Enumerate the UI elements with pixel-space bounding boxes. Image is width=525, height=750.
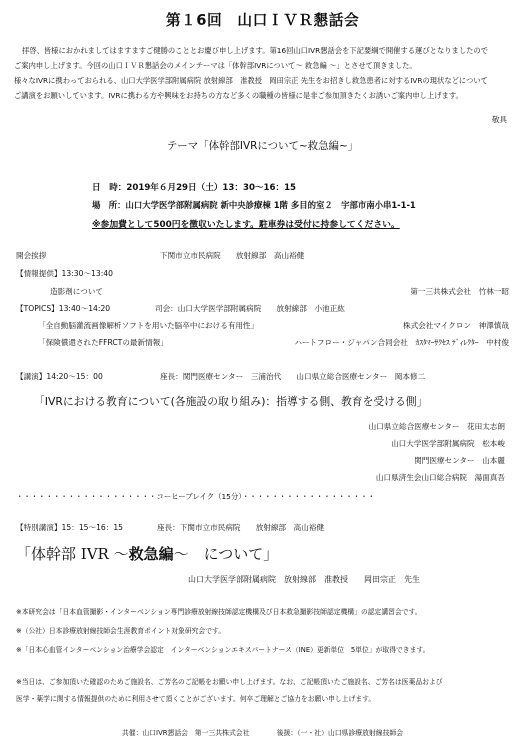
info-header: 【情報提供】13:30～13:40 [16,269,113,278]
greeting-line-4: ご講演をお願いしています。IVRに携わる方や興味をお持ちの方など多くの職種の皆様に是非ご参加頂きたくお誘いご案内申し上げます。 [14,91,463,100]
speaker-2: 山口大学医学部附属病院 松本峻 [391,439,505,448]
event-date: 日 時：2019年６月29日（土）13：30～16：15 [92,183,297,193]
note-2: ※（公社）日本診療放射線技師会生涯教育ポイント対象研究会です。 [16,627,226,635]
privacy-line-2: 医学・薬学に関する情報提供のために利用させて頂くことがございます。何卒ご理解とご協力をお願い申し上げます。 [16,695,376,703]
topic1-title: 「全自動脳灌流画像解析ソフトを用いた脳卒中における有用性」 [38,321,259,330]
theme-heading: テーマ「体幹部IVRについて~救急編~」 [166,140,359,152]
coffee-break: ・・・・・・・・・・・・・・・・・・・コーヒーブレイク（15分）・・・・・・・・・・・・・・・・・・ [16,492,375,501]
special-header: 【特別講演】15：15～16：15 [16,523,123,532]
fee-notice: ※参加費として500円を徴収いたします。駐車券は受付に持参してください。 [92,220,400,230]
special-title-part-3: ～ について」 [173,545,279,563]
footer-sponsors: 共催：山口IVR懇話会 第一三共株式会社 後援：（一・社）山口県診療放射線技師会 [121,729,404,737]
greeting-line-1: 拝啓、皆様におかれましてはますますご健勝のこととお慶び申し上げます。第16回山口IVR懇話会を下記要綱で開催する運びとなりましたので [22,46,489,55]
speaker-1: 山口県立総合医療センター 花田太志朗 [368,422,505,431]
speaker-4: 山口県済生会山口総合病院 湯面真吾 [375,473,505,482]
opening-label: 開会挨拶 [16,251,47,260]
info-title: 造影剤について [50,287,104,296]
event-place: 場 所：山口大学医学部附属病院 新中央診療棟 1階 多目的室２ 宇部市南小串1-1-1 [92,200,416,210]
special-title-part-1: 「体幹部 IVR ～ [16,545,129,563]
special-title-part-2: 救急編 [128,545,174,563]
topic2-company: ハートフロー・ジャパン合同会社 ｶｽﾀﾏｰｻｸｾｽ ﾃﾞｨﾚｸﾀｰ 中村俊 [294,338,509,347]
topics-chair: 司会：山口大学医学部附属病院 放射線部 小池正紘 [155,304,345,313]
lecture-header: 【講演】14:20～15：00 [16,372,103,381]
lecture-title: 「IVRにおける教育について(各施設の取り組み)：指導する側、教育を受ける側」 [34,395,428,408]
info-company: 第一三共株式会社 竹林一昭 [410,287,509,296]
page-title: 第１6回 山口ＩＶＲ懇話会 [165,12,360,29]
greeting-line-3: 様々なIVRに携わっておられる、山口大学医学部附属病院 放射線部 准教授 岡田宗正 先生をお招きし救急患者に対するIVRの現状などについて [14,76,488,85]
topics-header: 【TOPICS】13:40～14:20 [16,304,111,313]
opening-person: 下関市立市民病院 放射線部 高山裕健 [160,251,305,260]
closing-text: 敬具 [491,115,507,124]
topic2-title: 「保険償還されたFFRCTの最新情報」 [38,338,168,347]
topic1-company: 株式会社マイクロン 神澤慎哉 [402,321,509,330]
special-speaker: 山口大学医学部附属病院 放射線部 准教授 岡田宗正 先生 [188,575,420,584]
note-1: ※本研究会は「日本血管撮影・インターベンション専門診療放射線技師認定機構及び日本救急撮影技師認定機構」の認定講習会です。 [16,608,422,616]
lecture-chair: 座長：関門医療センター 三浦治代 山口県立総合医療センター 岡本修二 [160,372,426,381]
special-title [16,543,278,564]
special-chair: 座長：下関市立市民病院 放射線部 高山裕健 [157,523,325,532]
greeting-line-2: ご案内申し上げます。今回の山口ＩＶＲ懇話会のメインテーマは「体幹部IVRについて～ 救急編 ～」とさせて頂きました。 [14,61,417,70]
note-3: ※「日本心血管インターベンション治療学会認定 インターベンションエキスパートナース（INE）更新単位 5単位」が取得できます。 [16,646,430,654]
speaker-3: 関門医療センター 山本麗 [414,456,505,465]
privacy-line-1: ※当日は、ご参加頂いた確認のためご施設名、ご芳名のご記帳をお願い申し上げます。なお、ご記帳頂いたご施設名、ご芳名は医薬品および [16,678,443,686]
